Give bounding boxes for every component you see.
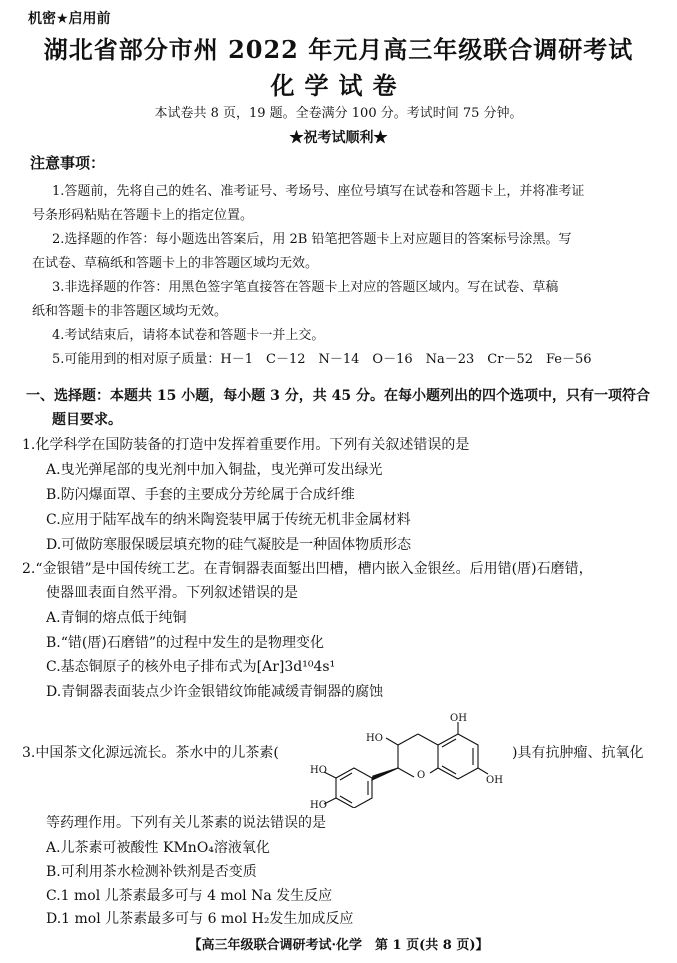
notice-line: 3.非选择题的作答：用黑色签字笔直接答在答题卡上对应的答题区域内。写在试卷、草稿 [52, 280, 559, 295]
question-2-stem-cont: 使器皿表面自然平滑。下列叙述错误的是 [46, 585, 298, 601]
section-heading: 一、选择题：本题共 15 小题，每小题 3 分，共 45 分。在每小题列出的四个选项中，只有一项符合 [26, 388, 650, 404]
notice-line: 纸和答题卡的非答题区域均无效。 [32, 304, 228, 319]
question-3-stem-right: )具有抗肿瘤、抗氧化 [512, 745, 644, 761]
question-3-option-b: B.可利用茶水检测补铁剂是否变质 [46, 864, 257, 880]
question-2-option-a: A.青铜的熔点低于纯铜 [46, 610, 187, 626]
exam-info: 本试卷共 8 页，19 题。全卷满分 100 分。考试时间 75 分钟。 [154, 106, 523, 121]
subject-title: 化学试卷 [270, 71, 407, 100]
notice-line: 2.选择题的作答：每小题选出答案后，用 2B 铅笔把答题卡上对应题目的答案标号涂黑。写 [52, 232, 572, 247]
page-footer: 【高三年级联合调研考试·化学 第 1 页(共 8 页)】 [188, 938, 489, 953]
question-2-stem: 2.“金银错”是中国传统工艺。在青铜器表面錾出凹槽，槽内嵌入金银丝。后用错(厝)石磨错， [22, 561, 593, 577]
section-heading-cont: 题目要求。 [52, 412, 122, 428]
question-3-option-d: D.1 mol 儿茶素最多可与 6 mol H₂发生加成反应 [46, 911, 354, 927]
question-3-stem: 3.中国茶文化源远流长。茶水中的儿茶素( [22, 745, 279, 761]
question-2-option-b: B.“错(厝)石磨错”的过程中发生的是物理变化 [46, 635, 324, 651]
question-1-option-d: D.可做防寒服保暖层填充物的硅气凝胶是一种固体物质形态 [46, 537, 412, 553]
notice-line: 1.答题前，先将自己的姓名、准考证号、考场号、座位号填写在试卷和答题卡上，并将准考证 [52, 184, 585, 199]
question-1-option-b: B.防闪爆面罩、手套的主要成分芳纶属于合成纤维 [46, 487, 355, 503]
notice-line: 在试卷、草稿纸和答题卡上的非答题区域均无效。 [32, 256, 319, 271]
question-3-option-c: C.1 mol 儿茶素最多可与 4 mol Na 发生反应 [46, 888, 333, 904]
question-1-option-a: A.曳光弹尾部的曳光剂中加入铜盐，曳光弹可发出绿光 [46, 462, 383, 478]
question-2-option-d: D.青铜器表面装点少许金银错纹饰能减缓青铜器的腐蚀 [46, 684, 384, 700]
molecule-label: OH [486, 775, 503, 786]
question-1-option-c: C.应用于陆军战车的纳米陶瓷装甲属于传统无机非金属材料 [46, 512, 411, 528]
good-luck-line: ★祝考试顺利★ [289, 130, 388, 146]
molecule-label: OH [450, 713, 467, 724]
confidential-label: 机密★启用前 [28, 11, 111, 27]
notice-heading: 注意事项： [30, 154, 106, 172]
exam-title: 湖北省部分市州 2022 年元月高三年级联合调研考试 [43, 35, 634, 64]
question-1-stem: 1.化学科学在国防装备的打造中发挥着重要作用。下列有关叙述错误的是 [22, 437, 470, 453]
question-3-stem-cont: 等药理作用。下列有关儿茶素的说法错误的是 [46, 815, 326, 831]
notice-line: 5.可能用到的相对原子质量：H－1 C－12 N－14 O－16 Na－23 Cr－52 Fe－56 [52, 352, 592, 367]
question-3-option-a: A.儿茶素可被酸性 KMnO₄溶液氧化 [46, 840, 270, 856]
molecule-label: HO [310, 765, 327, 776]
notice-line: 号条形码粘贴在答题卡上的指定位置。 [32, 208, 254, 223]
molecule-label: HO [310, 800, 327, 808]
notice-line: 4.考试结束后，请将本试卷和答题卡一并上交。 [52, 328, 325, 343]
question-2-option-c: C.基态铜原子的核外电子排布式为[Ar]3d¹⁰4s¹ [46, 659, 336, 675]
molecule-label: HO [366, 733, 383, 744]
svg-text:O: O [417, 770, 426, 781]
catechin-structure [306, 712, 514, 808]
